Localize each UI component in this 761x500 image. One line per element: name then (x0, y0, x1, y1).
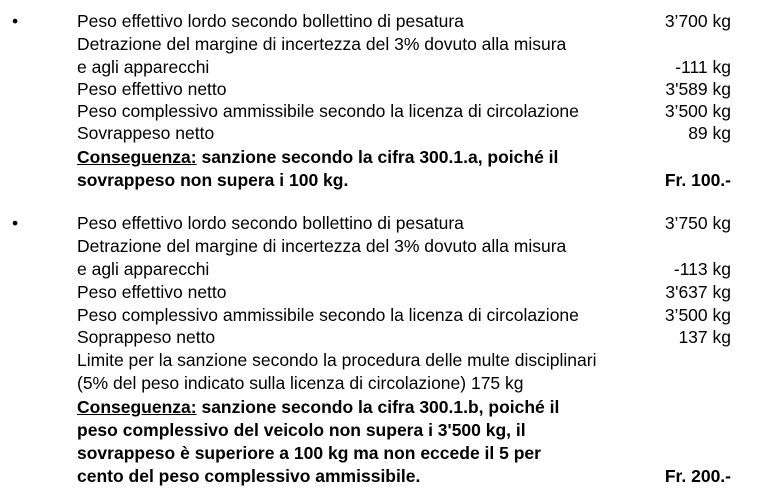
row-label: Peso effettivo lordo secondo bollettino di pesatura (77, 213, 464, 233)
consequence-heading: Conseguenza: (77, 397, 197, 417)
row-value: 3'637 kg (665, 282, 731, 302)
row-label: (5% del peso indicato sulla licenza di circolazione) 175 kg (77, 373, 524, 393)
row-label: Peso effettivo lordo secondo bollettino di pesatura (77, 11, 464, 31)
row-value: 3’750 kg (664, 213, 731, 233)
bullet-1: • (12, 11, 19, 31)
row-label: Soprappeso netto (77, 327, 216, 347)
row-value: 3’700 kg (664, 11, 731, 31)
row-label: Detrazione del margine di incertezza del 3% dovuto alla misura (77, 236, 567, 256)
consequence-line: cento del peso complessivo ammissibile. (77, 466, 421, 486)
consequence-text: sanzione secondo la cifra 300.1.a, poiché il (196, 147, 559, 167)
row-label: Peso effettivo netto (77, 282, 227, 302)
row-label: e agli apparecchi (77, 259, 210, 279)
fine-amount: Fr. 100.- (664, 170, 731, 190)
row-value: -113 kg (673, 259, 731, 279)
consequence-line: peso complessivo del veicolo non supera i 3'500 kg, il (77, 420, 526, 440)
row-label: Sovrappeso netto (77, 123, 215, 143)
consequence-line: sovrappeso non supera i 100 kg. (77, 170, 349, 190)
bullet-2: • (12, 213, 19, 233)
row-value: 137 kg (678, 327, 731, 347)
row-label: e agli apparecchi (77, 57, 210, 77)
consequence-line (77, 146, 558, 168)
row-label: Peso complessivo ammissibile secondo la licenza di circolazione (77, 101, 579, 121)
row-value: 89 kg (688, 123, 731, 143)
row-label: Peso complessivo ammissibile secondo la licenza di circolazione (77, 305, 579, 325)
row-label: Limite per la sanzione secondo la procedura delle multe disciplinari (77, 350, 597, 370)
consequence-heading: Conseguenza: (77, 147, 197, 167)
consequence-line (77, 396, 559, 418)
row-value: 3'589 kg (665, 79, 731, 99)
consequence-line: sovrappeso è superiore a 100 kg ma non eccede il 5 per (77, 443, 541, 463)
fine-amount: Fr. 200.- (664, 466, 731, 486)
row-value: 3’500 kg (664, 101, 731, 121)
row-label: Detrazione del margine di incertezza del 3% dovuto alla misura (77, 34, 567, 54)
row-value: 3’500 kg (664, 305, 731, 325)
row-value: -111 kg (675, 57, 731, 77)
row-label: Peso effettivo netto (77, 79, 227, 99)
consequence-text: sanzione secondo la cifra 300.1.b, poiché il (196, 397, 560, 417)
